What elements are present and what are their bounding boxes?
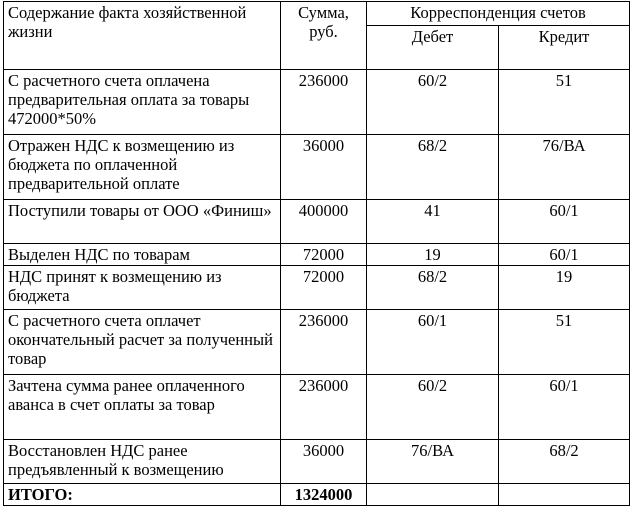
row-credit: 68/2 xyxy=(499,440,630,484)
row-fact: Поступили товары от ООО «Финиш» xyxy=(4,200,281,244)
row-debit: 68/2 xyxy=(367,135,499,200)
row-debit: 68/2 xyxy=(367,266,499,310)
row-debit: 41 xyxy=(367,200,499,244)
row-fact: С расчетного счета оплачет окончательный расчет за полученный товар xyxy=(4,310,281,375)
total-credit-empty xyxy=(499,484,630,506)
accounting-entries-table xyxy=(3,1,630,506)
row-sum: 400000 xyxy=(281,200,367,244)
table-row xyxy=(4,135,630,200)
row-sum: 72000 xyxy=(281,244,367,266)
row-fact: НДС принят к возмещению из бюджета xyxy=(4,266,281,310)
table-row xyxy=(4,440,630,484)
row-debit: 60/2 xyxy=(367,375,499,440)
total-label: ИТОГО: xyxy=(4,484,281,506)
header-row-1 xyxy=(4,2,630,26)
row-sum: 72000 xyxy=(281,266,367,310)
row-sum: 36000 xyxy=(281,135,367,200)
row-credit: 19 xyxy=(499,266,630,310)
row-credit: 60/1 xyxy=(499,200,630,244)
header-fact: Содержание факта хозяйственной жизни xyxy=(4,2,281,70)
row-fact: Выделен НДС по товарам xyxy=(4,244,281,266)
row-credit: 76/ВА xyxy=(499,135,630,200)
row-sum: 236000 xyxy=(281,310,367,375)
table-row xyxy=(4,310,630,375)
row-debit: 76/ВА xyxy=(367,440,499,484)
row-credit: 51 xyxy=(499,70,630,135)
row-credit: 60/1 xyxy=(499,244,630,266)
row-credit: 60/1 xyxy=(499,375,630,440)
total-row xyxy=(4,484,630,506)
row-credit: 51 xyxy=(499,310,630,375)
table-row xyxy=(4,375,630,440)
row-sum: 236000 xyxy=(281,375,367,440)
header-sum: Сумма, руб. xyxy=(281,2,367,70)
table-row xyxy=(4,200,630,244)
table-row xyxy=(4,70,630,135)
table-row xyxy=(4,266,630,310)
header-debit: Дебет xyxy=(367,26,499,70)
row-fact: Восстановлен НДС ранее предъявленный к возмещению xyxy=(4,440,281,484)
row-fact: Зачтена сумма ранее оплаченного аванса в счет оплаты за товар xyxy=(4,375,281,440)
row-sum: 236000 xyxy=(281,70,367,135)
total-sum: 1324000 xyxy=(281,484,367,506)
header-correspondence: Корреспонденция счетов xyxy=(367,2,630,26)
row-fact: С расчетного счета оплачена предварительная оплата за товары 472000*50% xyxy=(4,70,281,135)
row-debit: 19 xyxy=(367,244,499,266)
row-debit: 60/2 xyxy=(367,70,499,135)
header-credit: Кредит xyxy=(499,26,630,70)
row-debit: 60/1 xyxy=(367,310,499,375)
row-fact: Отражен НДС к возмещению из бюджета по оплаченной предварительной оплате xyxy=(4,135,281,200)
total-debit-empty xyxy=(367,484,499,506)
row-sum: 36000 xyxy=(281,440,367,484)
table-row xyxy=(4,244,630,266)
